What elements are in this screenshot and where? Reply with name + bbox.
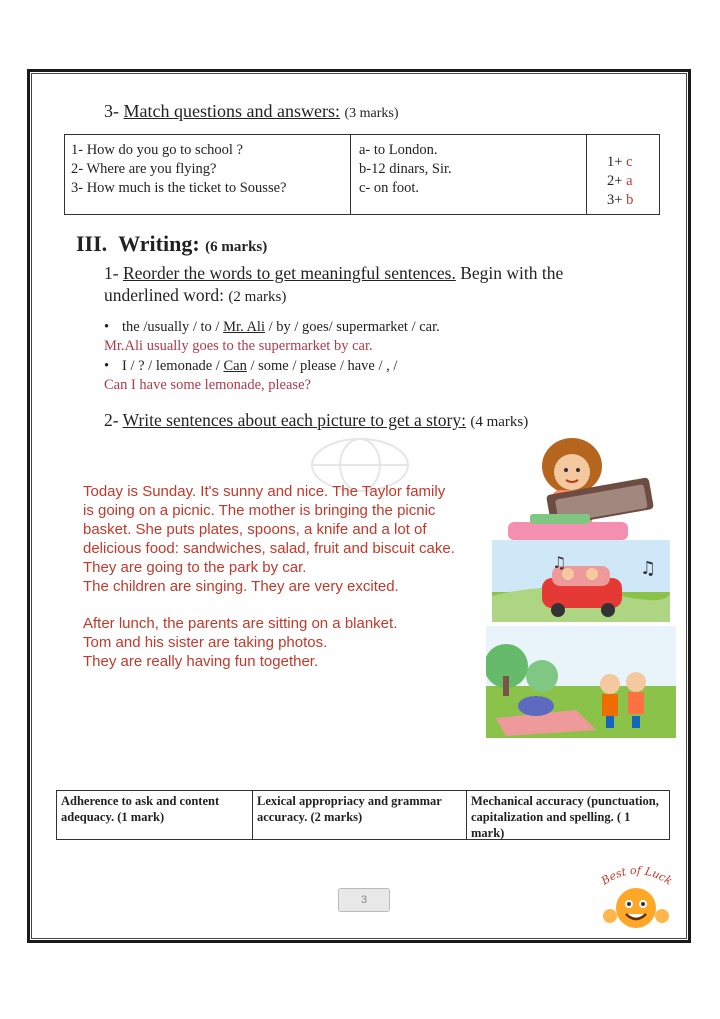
story-line: They are really having fun together. [83, 653, 319, 670]
marking-rubric [56, 790, 670, 840]
svg-text:♫: ♫ [552, 553, 567, 572]
story-line: They are going to the park by car. [83, 559, 307, 576]
rubric-lexical: Lexical appropriacy and grammar accuracy. (2 marks) [253, 791, 467, 839]
page-number: 3 [338, 888, 390, 912]
smiley-face-icon [616, 888, 656, 928]
reorder-answer-2: Can I have some lemonade, please? [104, 377, 311, 393]
section3-heading: 3- Match questions and answers: (3 marks) [104, 101, 399, 121]
match-questions [65, 135, 351, 214]
story-line: delicious food: sandwiches, salad, fruit and biscuit cake. [83, 540, 455, 557]
match-answers [351, 135, 587, 214]
match-question: 3- How much is the ticket to Sousse? [71, 180, 287, 196]
match-key: 1+ c 2+ a 3+ b [607, 154, 634, 208]
badge-label: Best of Luck [599, 863, 675, 888]
match-question: 1- How do you go to school ? [71, 142, 243, 158]
match-answer: c- on foot. [359, 180, 419, 196]
match-answer: b-12 dinars, Sir. [359, 161, 452, 177]
story-line: After lunch, the parents are sitting on a blanket. [83, 615, 398, 632]
rubric-content: Adherence to ask and content adequacy. (1 mark) [57, 791, 253, 839]
reorder-item-2: • I / ? / lemonade / Can / some / please / have / , / [104, 358, 398, 374]
story-line: is going on a picnic. The mother is bringing the picnic [83, 502, 436, 519]
picture-family-car [492, 540, 670, 622]
story-line: basket. She puts plates, spoons, a knife and a lot of [83, 521, 427, 538]
writing-q2: 2- Write sentences about each picture to get a story: (4 marks) [104, 410, 529, 430]
match-table [64, 134, 660, 215]
story-line: Tom and his sister are taking photos. [83, 634, 328, 651]
story-line: Today is Sunday. It's sunny and nice. The Taylor family [83, 483, 446, 500]
rubric-mechanics: Mechanical accuracy (punctuation, capitalization and spelling. ( 1 mark) [471, 794, 659, 840]
svg-text:♫: ♫ [640, 558, 657, 579]
reorder-answer-1: Mr.Ali usually goes to the supermarket by car. [104, 338, 373, 354]
best-of-luck-badge [588, 856, 684, 936]
writing-heading: III. Writing: (6 marks) [76, 231, 268, 256]
reorder-item-1: • the /usually / to / Mr. Ali / by / goes/ supermarket / car. [104, 319, 440, 335]
picture-mother-basket [500, 436, 662, 542]
match-answer: a- to London. [359, 142, 438, 158]
story-text [83, 482, 503, 671]
story-line: The children are singing. They are very excited. [83, 578, 399, 595]
match-question: 2- Where are you flying? [71, 161, 217, 177]
writing-q1: 1- Reorder the words to get meaningful sentences. Begin with the underlined word: (2 marks) [104, 263, 564, 305]
picture-park-picnic [486, 626, 676, 738]
